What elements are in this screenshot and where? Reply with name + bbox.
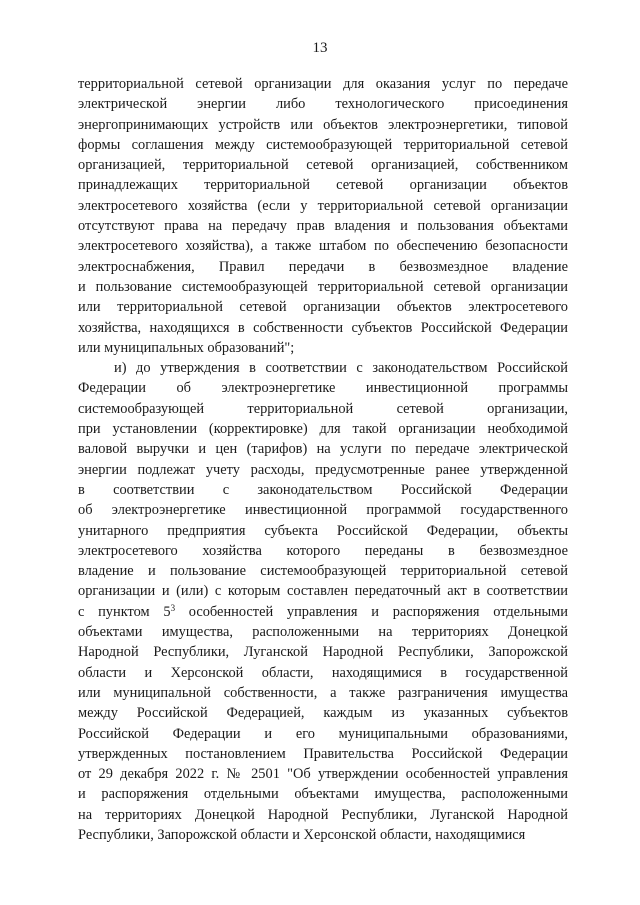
text-line: территориальной сетевой организации для оказания услуг по передаче bbox=[78, 76, 568, 92]
text-segment: с пунктом 5 bbox=[78, 603, 171, 620]
text-line: владение и пользование системообразующей территориальной сетевой bbox=[78, 563, 568, 580]
text-line: электроснабжения, Правил передачи в безвозмездное владение bbox=[78, 258, 568, 275]
text-line: или муниципальной собственности, а также разграничения имущества bbox=[78, 684, 568, 701]
text-line: электросетевого хозяйства которого переданы в безвозмездное bbox=[78, 542, 568, 559]
text-line: области и Херсонской области, находящимися в государственной bbox=[78, 664, 568, 681]
text-line: и распоряжения отдельными объектами имущества, расположенными bbox=[78, 786, 568, 803]
text-line: или территориальной сетевой организации объектов электросетевого bbox=[78, 299, 568, 316]
text-line: объектами имущества, расположенными на территориях Донецкой bbox=[78, 624, 568, 641]
text-line: и пользование системообразующей территориальной сетевой организации bbox=[78, 278, 568, 295]
text-segment: особенностей управления и распоряжения отдельными bbox=[175, 603, 568, 620]
text-line: организацией, территориальной сетевой организацией, собственником bbox=[78, 157, 568, 174]
text-line: отсутствуют права на передачу прав владения и пользования объектами bbox=[78, 218, 568, 235]
text-line: валовой выручки и цен (тарифов) на услуги по передаче электрической bbox=[78, 441, 568, 458]
text-line: формы соглашения между системообразующей территориальной сетевой bbox=[78, 136, 568, 153]
text-line: между Российской Федерацией, каждым из указанных субъектов bbox=[78, 705, 568, 722]
text-line: в соответствии с законодательством Российской Федерации bbox=[78, 481, 568, 498]
text-line: хозяйства, находящихся в собственности субъектов Российской Федерации bbox=[78, 319, 568, 336]
paragraph bbox=[78, 74, 568, 358]
paragraph bbox=[78, 358, 568, 845]
text-line: Народной Республики, Луганской Народной Республики, Запорожской bbox=[78, 644, 568, 661]
text-line: унитарного предприятия субъекта Российской Федерации, объекты bbox=[78, 522, 568, 539]
text-line: Республики, Запорожской области и Херсонской области, находящимися bbox=[78, 826, 526, 843]
text-line: энергии подлежат учету расходы, предусмотренные ранее утвержденной bbox=[78, 461, 568, 478]
text-line bbox=[78, 602, 568, 622]
text-line: на территориях Донецкой Народной Республики, Луганской Народной bbox=[78, 806, 568, 823]
text-line: энергопринимающих устройств или объектов электроэнергетики, типовой bbox=[78, 116, 568, 133]
text-line: Федерации об электроэнергетике инвестиционной программы bbox=[78, 380, 568, 397]
text-line: электросетевого хозяйства), а также штабом по обеспечению безопасности bbox=[78, 238, 568, 255]
text-line: от 29 декабря 2022 г. № 2501 "Об утверждении особенностей управления bbox=[78, 766, 568, 783]
body-text bbox=[78, 74, 568, 845]
page-number: 13 bbox=[312, 40, 328, 56]
text-line: утвержденных постановлением Правительства Российской Федерации bbox=[78, 745, 568, 762]
text-line: Российской Федерации и его муниципальными образованиями, bbox=[78, 725, 568, 742]
text-line: организации и (или) с которым составлен передаточный акт в соответствии bbox=[78, 583, 568, 600]
text-line: или муниципальных образований"; bbox=[78, 339, 295, 356]
text-line: электрической энергии либо технологического присоединения bbox=[78, 96, 568, 113]
text-line: электросетевого хозяйства (если у территориальной сетевой организации bbox=[78, 197, 568, 214]
text-line: принадлежащих территориальной сетевой организации объектов bbox=[78, 177, 568, 194]
text-line: и) до утверждения в соответствии с законодательством Российской bbox=[114, 360, 568, 377]
superscript: 3 bbox=[170, 602, 176, 613]
text-line: об электроэнергетике инвестиционной программой государственного bbox=[78, 502, 568, 519]
text-line: при установлении (корректировке) для такой организации необходимой bbox=[78, 421, 568, 438]
text-line: системообразующей территориальной сетевой организации, bbox=[78, 400, 568, 417]
